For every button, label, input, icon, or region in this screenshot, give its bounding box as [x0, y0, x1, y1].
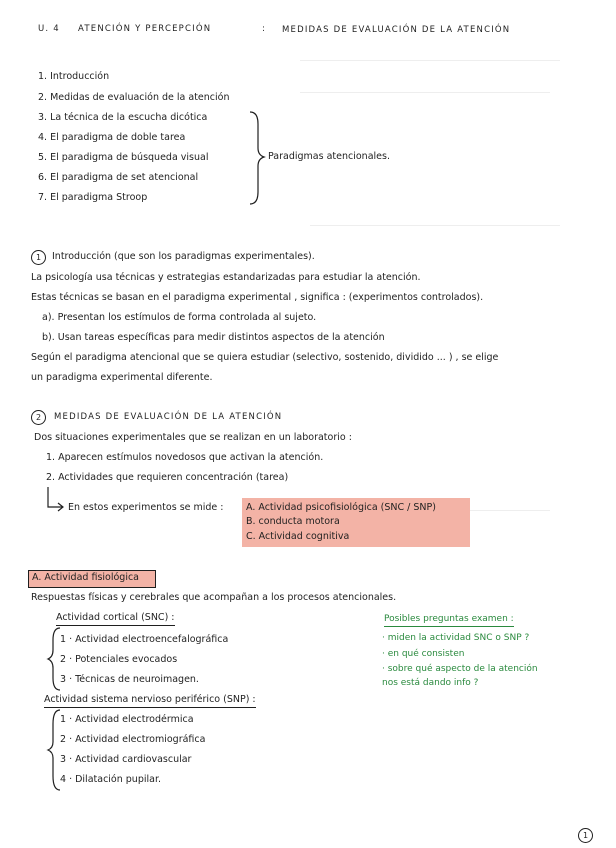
index-item: 1. Introducción — [38, 71, 110, 82]
index-item: 4. El paradigma de doble tarea — [38, 132, 186, 143]
page-title: ATENCIÓN Y PERCEPCIÓN — [78, 24, 212, 34]
cortical-item: 2 · Potenciales evocados — [60, 654, 178, 665]
peripheral-title: Actividad sistema nervioso periférico (SNP) : — [44, 694, 256, 708]
section-number-badge: 1 — [31, 250, 46, 265]
index-item: 5. El paradigma de búsqueda visual — [38, 152, 209, 163]
page-subtitle: MEDIDAS DE EVALUACIÓN DE LA ATENCIÓN — [282, 25, 511, 35]
index-item: 6. El paradigma de set atencional — [38, 172, 199, 183]
section1-point: b). Usan tareas específicas para medir distintos aspectos de la atención — [42, 332, 385, 343]
measure-item: C. Actividad cognitiva — [246, 531, 350, 542]
section2-item: 2. Actividades que requieren concentración (tarea) — [46, 472, 289, 483]
exam-item: · en qué consisten — [382, 649, 465, 659]
arrow-text: En estos experimentos se mide : — [68, 502, 224, 513]
section-number-badge: 2 — [31, 410, 46, 425]
index-brace — [250, 112, 264, 204]
brace-label: Paradigmas atencionales. — [268, 151, 390, 162]
section2-item: 1. Aparecen estímulos novedosos que activan la atención. — [46, 452, 324, 463]
section2-bullet: Dos situaciones experimentales que se realizan en un laboratorio : — [34, 432, 352, 443]
index-item: 2. Medidas de evaluación de la atención — [38, 92, 230, 103]
peripheral-item: 3 · Actividad cardiovascular — [60, 754, 192, 765]
section2-heading: MEDIDAS DE EVALUACIÓN DE LA ATENCIÓN — [54, 412, 283, 422]
exam-item: · miden la actividad SNC o SNP ? — [382, 633, 530, 643]
exam-item: nos está dando info ? — [382, 678, 479, 688]
cortical-brace — [48, 628, 60, 690]
peripheral-item: 1 · Actividad electrodérmica — [60, 714, 194, 725]
index-item: 3. La técnica de la escucha dicótica — [38, 112, 208, 123]
sectionA-intro: Respuestas físicas y cerebrales que acompañan a los procesos atencionales. — [31, 592, 397, 603]
measure-item: A. Actividad psicofisiológica (SNC / SNP) — [246, 502, 436, 513]
unit-label: U. 4 — [38, 24, 60, 34]
peripheral-brace — [48, 710, 60, 790]
section1-point: a). Presentan los estímulos de forma controlada al sujeto. — [42, 312, 317, 323]
section1-heading: Introducción (que son los paradigmas experimentales). — [52, 251, 315, 262]
exam-title: Posibles preguntas examen : — [384, 613, 514, 627]
section1-closing: un paradigma experimental diferente. — [31, 372, 213, 383]
page-number: 1 — [578, 828, 593, 843]
cortical-item: 3 · Técnicas de neuroimagen. — [60, 674, 199, 685]
section1-closing: Según el paradigma atencional que se quiera estudiar (selectivo, sostenido, dividido ... ) , se elige — [31, 352, 499, 363]
section1-line: Estas técnicas se basan en el paradigma experimental , significa : (experimentos controlados). — [31, 292, 484, 303]
cortical-title: Actividad cortical (SNC) : — [56, 612, 175, 626]
peripheral-item: 2 · Actividad electromiográfica — [60, 734, 206, 745]
peripheral-item: 4 · Dilatación pupilar. — [60, 774, 162, 785]
measure-item: B. conducta motora — [246, 516, 340, 527]
index-item: 7. El paradigma Stroop — [38, 192, 148, 203]
title-separator: : — [262, 24, 267, 34]
section1-line: La psicología usa técnicas y estrategias estandarizadas para estudiar la atención. — [31, 272, 421, 283]
cortical-item: 1 · Actividad electroencefalográfica — [60, 634, 229, 645]
sectionA-heading: A. Actividad fisiológica — [32, 572, 140, 583]
exam-item: · sobre qué aspecto de la atención — [382, 664, 538, 674]
